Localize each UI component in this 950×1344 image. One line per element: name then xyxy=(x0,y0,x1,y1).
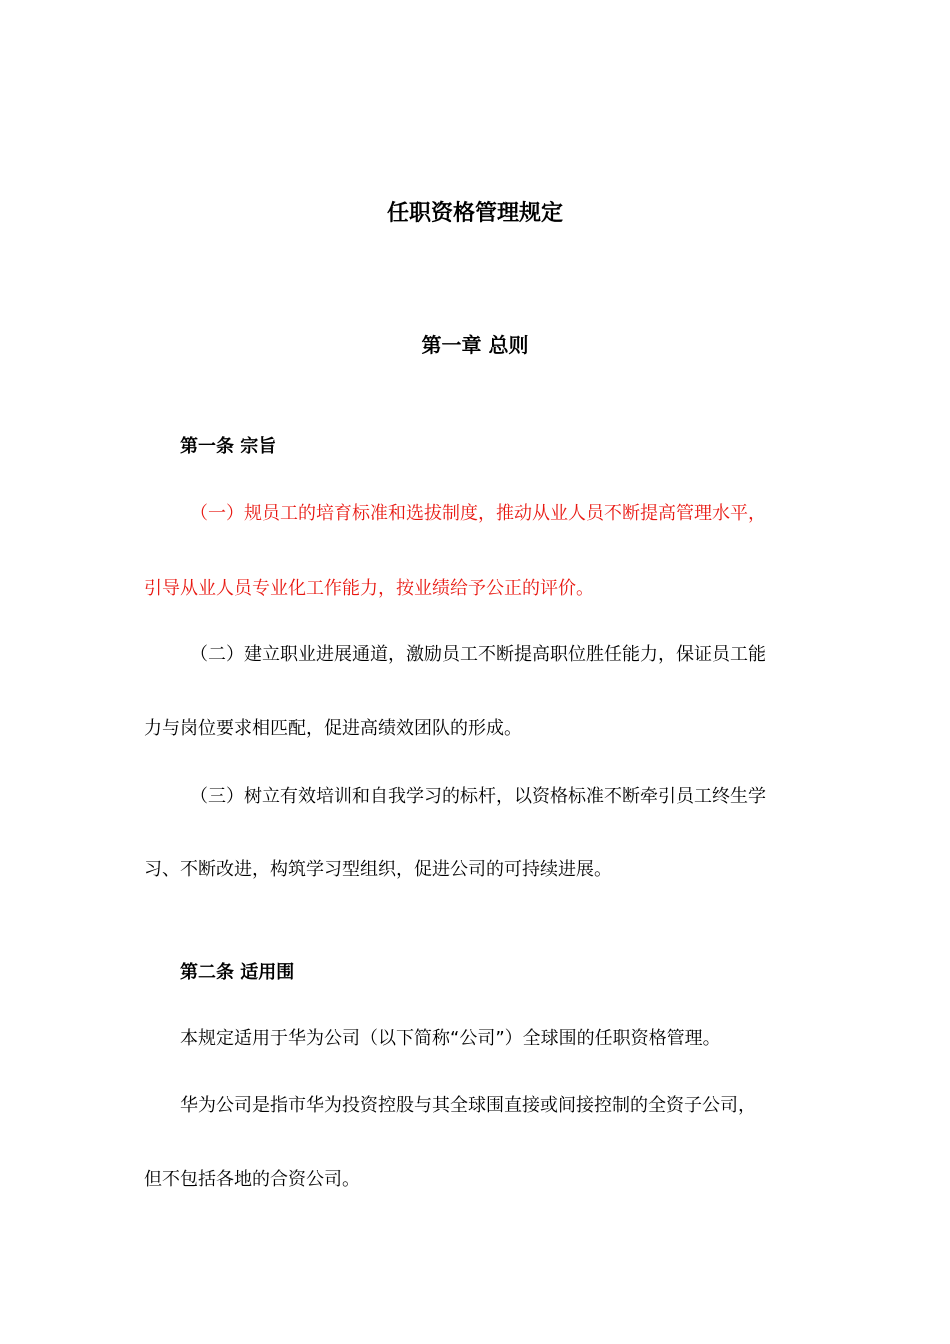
article-1-para-1-line-1: （一）规员工的培育标准和选拔制度，推动从业人员不断提高管理水平， xyxy=(190,503,766,524)
article-2-para-2-line-2: 但不包括各地的合资公司。 xyxy=(144,1169,360,1190)
article-2-heading: 第二条 适用围 xyxy=(180,962,295,983)
article-1-para-2-line-2: 力与岗位要求相匹配，促进高绩效团队的形成。 xyxy=(144,718,522,739)
article-1-para-3-line-2: 习、不断改进，构筑学习型组织，促进公司的可持续进展。 xyxy=(144,859,612,880)
document-title: 任职资格管理规定 xyxy=(386,201,563,226)
article-1-heading: 第一条 宗旨 xyxy=(180,436,277,457)
chapter-heading: 第一章 总则 xyxy=(421,333,529,357)
article-2-para-2-line-1: 华为公司是指市华为投资控股与其全球围直接或间接控制的全资子公司， xyxy=(180,1095,756,1116)
article-1-para-1-line-2: 引导从业人员专业化工作能力，按业绩给予公正的评价。 xyxy=(144,578,594,599)
article-1-para-2-line-1: （二）建立职业进展通道，激励员工不断提高职位胜任能力，保证员工能 xyxy=(190,644,766,665)
article-1-para-3-line-1: （三）树立有效培训和自我学习的标杆，以资格标准不断牵引员工终生学 xyxy=(190,786,766,807)
article-2-para-1-line-1: 本规定适用于华为公司（以下简称“公司”）全球围的任职资格管理。 xyxy=(180,1028,721,1049)
